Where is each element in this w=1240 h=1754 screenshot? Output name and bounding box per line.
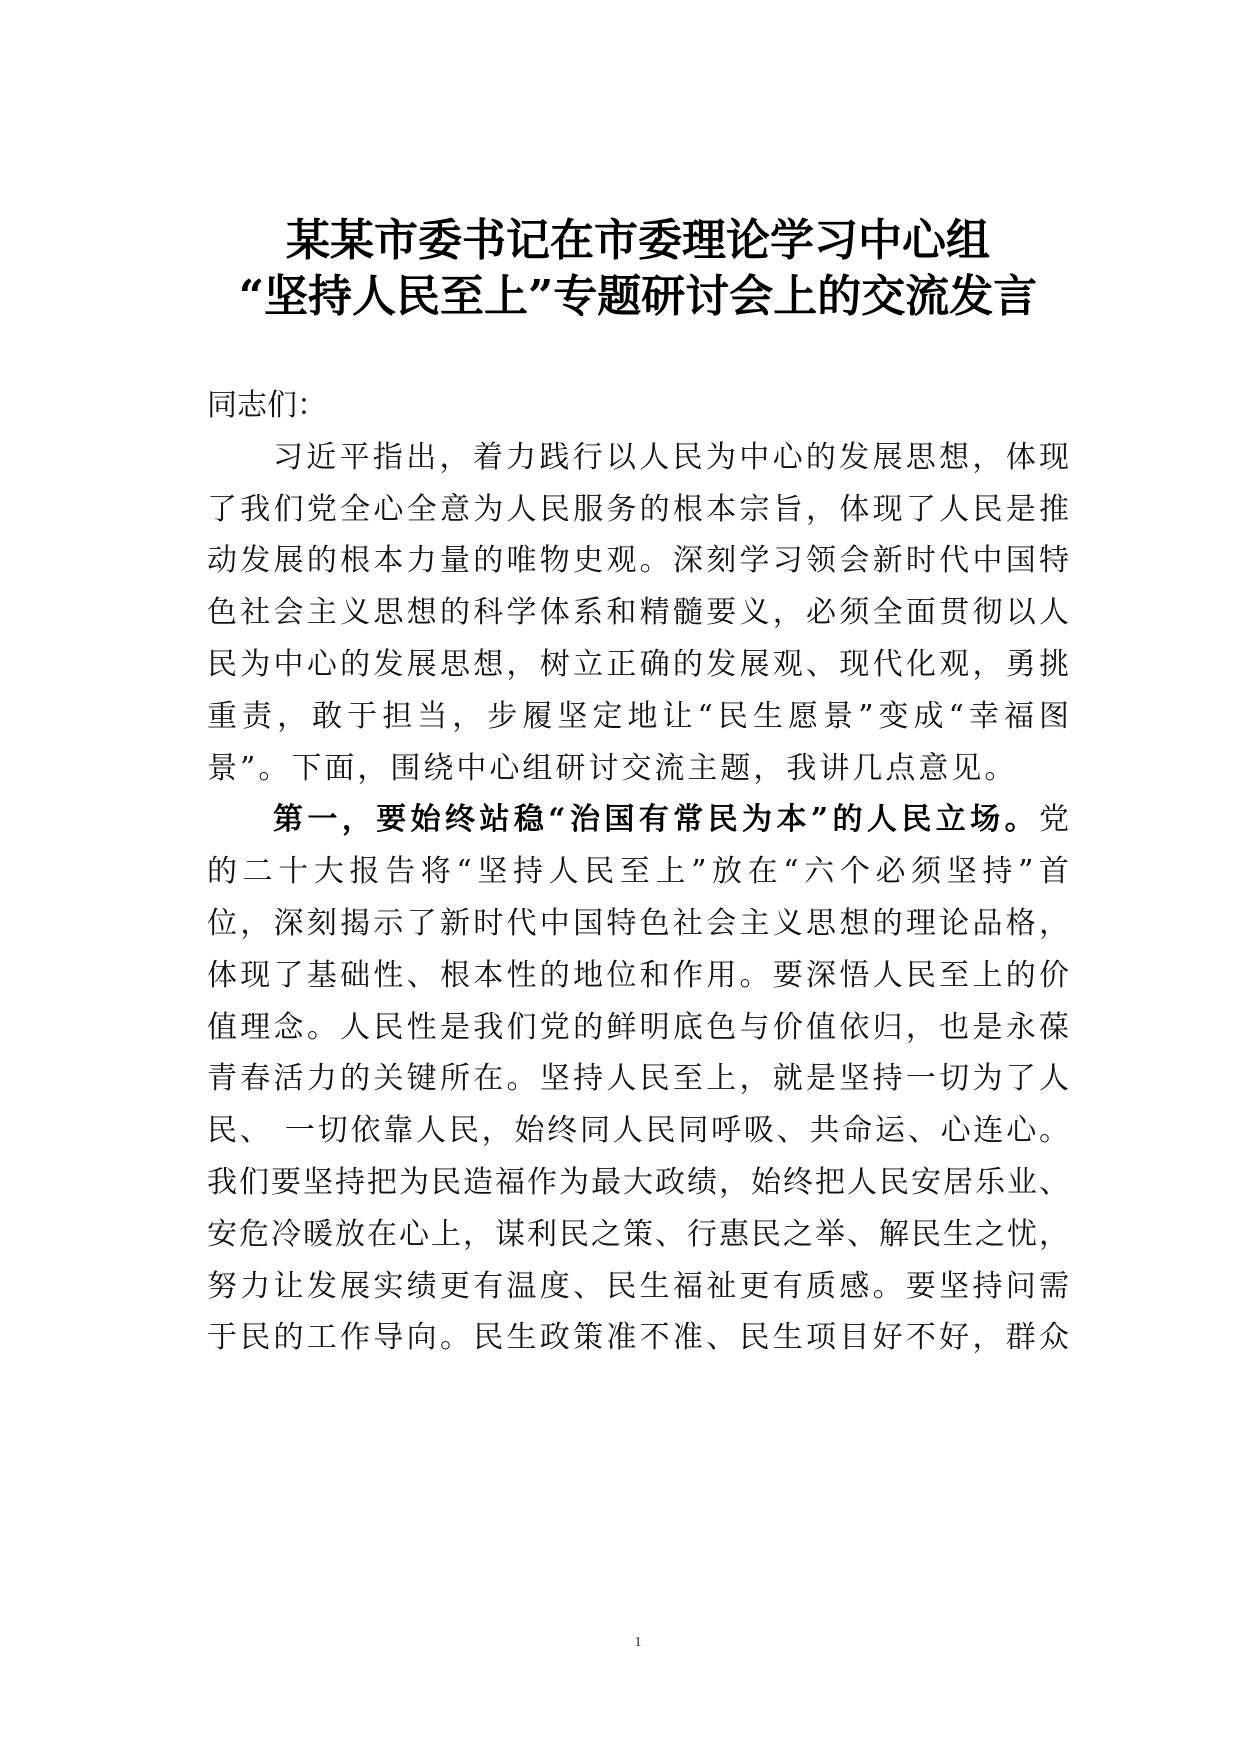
body-line: 色社会主义思想的科学体系和精髓要义，必须全面贯彻以人 xyxy=(207,595,1069,631)
body-line: 青春活力的关键所在。坚持人民至上，就是坚持一切为了人 xyxy=(207,1061,1069,1097)
page-number: 1 xyxy=(634,1635,642,1650)
body-line: 的二十大报告将“坚持人民至上”放在“六个必须坚持”首 xyxy=(207,854,1069,890)
body-line: 于民的工作导向。民生政策准不准、民生项目好不好，群众 xyxy=(207,1320,1069,1356)
body-line: 习近平指出，着力践行以人民为中心的发展思想，体现 xyxy=(273,439,1069,475)
body-line: 安危冷暖放在心上，谋利民之策、行惠民之举、解民生之忧， xyxy=(207,1216,1069,1252)
body-line: 动发展的根本力量的唯物史观。深刻学习领会新时代中国特 xyxy=(207,543,1069,579)
body-text-run: 党 xyxy=(1039,802,1069,838)
document-title-line: “坚持人民至上”专题研讨会上的交流发言 xyxy=(238,271,1038,322)
salutation: 同志们： xyxy=(207,388,327,423)
document-title-line: 某某市委书记在市委理论学习中心组 xyxy=(286,215,990,266)
paragraph xyxy=(207,794,1069,1364)
section-lead: 第一，要始终站稳“治国有常民为本”的人民立场。 xyxy=(273,802,1039,838)
body-line xyxy=(207,794,1069,846)
document-body xyxy=(207,380,1069,1364)
body-line: 体现了基础性、根本性的地位和作用。要深悟人民至上的价 xyxy=(207,957,1069,993)
body-line: 民为中心的发展思想，树立正确的发展观、现代化观，勇挑 xyxy=(207,646,1069,682)
body-line: 民、 一切依靠人民，始终同人民同呼吸、共命运、心连心。 xyxy=(207,1113,1069,1149)
paragraph xyxy=(207,432,1069,795)
body-line: 重责，敢于担当，步履坚定地让“民生愿景”变成“幸福图 xyxy=(207,698,1069,734)
body-line: 位，深刻揭示了新时代中国特色社会主义思想的理论品格， xyxy=(207,905,1069,941)
body-line: 景”。下面，围绕中心组研讨交流主题，我讲几点意见。 xyxy=(207,750,1018,786)
body-line: 我们要坚持把为民造福作为最大政绩，始终把人民安居乐业、 xyxy=(207,1164,1069,1200)
body-line: 了我们党全心全意为人民服务的根本宗旨，体现了人民是推 xyxy=(207,491,1069,527)
document-title xyxy=(207,213,1069,325)
body-line: 努力让发展实绩更有温度、民生福祉更有质感。要坚持问需 xyxy=(207,1268,1069,1304)
body-line: 值理念。人民性是我们党的鲜明底色与价值依归，也是永葆 xyxy=(207,1009,1069,1045)
